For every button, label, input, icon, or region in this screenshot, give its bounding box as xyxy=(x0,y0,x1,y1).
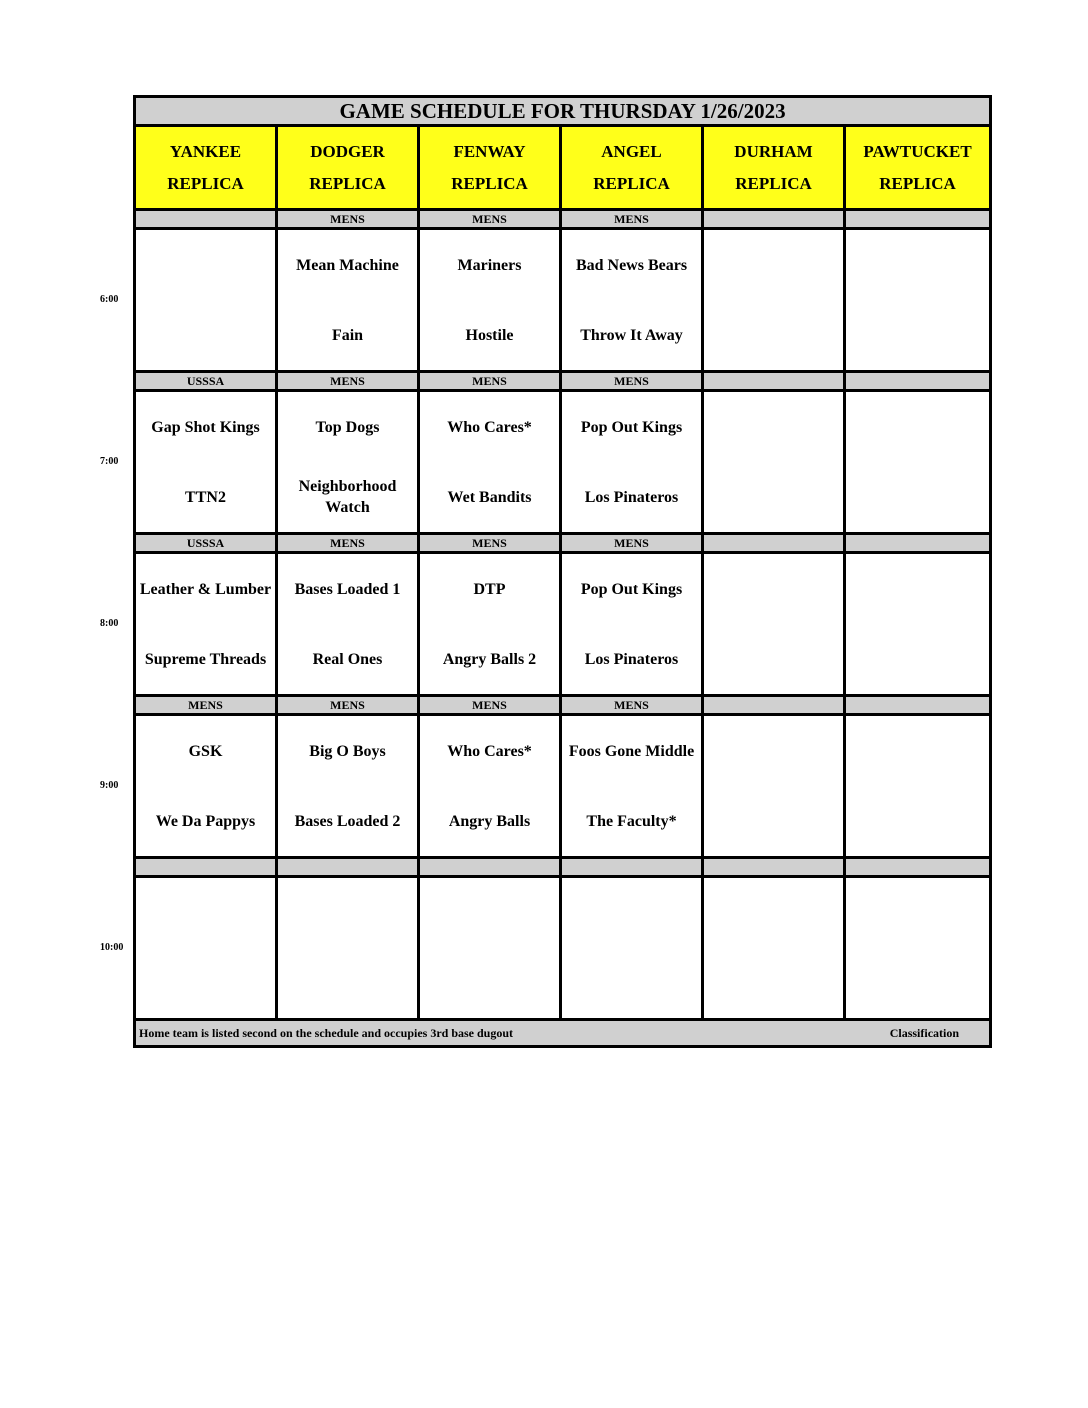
field-name: FENWAY xyxy=(453,141,526,161)
home-team xyxy=(704,303,843,367)
classification-row xyxy=(135,858,991,877)
game-cell xyxy=(703,391,845,534)
home-team: Wet Bandits xyxy=(447,488,532,506)
game-cell xyxy=(561,229,703,372)
field-subtitle: REPLICA xyxy=(167,173,244,193)
classification-cell: USSSA xyxy=(135,534,277,553)
away-team xyxy=(846,233,989,297)
game-cell xyxy=(419,553,561,696)
away-team: Gap Shot Kings xyxy=(151,418,260,436)
home-team xyxy=(704,789,843,853)
schedule-sheet xyxy=(133,95,989,1048)
game-cell xyxy=(561,715,703,858)
classification-cell: MENS xyxy=(419,534,561,553)
away-team: Mariners xyxy=(457,256,522,274)
field-name: ANGEL xyxy=(601,141,662,161)
game-cell xyxy=(561,391,703,534)
time-label: 8:00 xyxy=(100,618,119,629)
game-cell xyxy=(845,229,991,372)
footer-row xyxy=(135,1020,991,1047)
home-team xyxy=(704,627,843,691)
home-team: The Faculty* xyxy=(586,812,677,830)
classification-cell: MENS xyxy=(277,210,419,229)
classification-cell xyxy=(845,372,991,391)
classification-cell: MENS xyxy=(561,696,703,715)
away-team: Mean Machine xyxy=(296,256,399,274)
classification-cell: MENS xyxy=(419,372,561,391)
classification-cell: MENS xyxy=(277,372,419,391)
classification-cell xyxy=(277,858,419,877)
classification-cell xyxy=(135,858,277,877)
field-name: DODGER xyxy=(310,141,385,161)
home-team xyxy=(846,465,989,529)
classification-cell: MENS xyxy=(419,696,561,715)
game-cell xyxy=(277,391,419,534)
classification-row xyxy=(135,210,991,229)
home-team: Throw It Away xyxy=(580,326,683,344)
classification-cell xyxy=(561,858,703,877)
classification-cell xyxy=(703,696,845,715)
footer-cell xyxy=(135,1020,991,1047)
home-team xyxy=(846,951,989,1015)
classification-row xyxy=(135,534,991,553)
home-team xyxy=(420,951,559,1015)
home-team: Los Pinateros xyxy=(584,488,679,506)
field-subtitle: REPLICA xyxy=(735,173,812,193)
field-subtitle: REPLICA xyxy=(879,173,956,193)
game-cell xyxy=(135,553,277,696)
game-cell xyxy=(277,553,419,696)
away-team: Bases Loaded 1 xyxy=(294,580,401,598)
classification-cell xyxy=(845,534,991,553)
classification-cell xyxy=(845,696,991,715)
classification-cell xyxy=(845,210,991,229)
classification-cell xyxy=(845,858,991,877)
home-team xyxy=(846,627,989,691)
time-label: 9:00 xyxy=(100,780,119,791)
game-cell xyxy=(703,553,845,696)
game-cell xyxy=(135,391,277,534)
classification-label: Classification xyxy=(889,1025,960,1040)
home-team: TTN2 xyxy=(185,488,226,506)
classification-cell xyxy=(703,858,845,877)
field-header xyxy=(845,126,991,210)
classification-cell: MENS xyxy=(561,210,703,229)
time-label: 7:00 xyxy=(100,456,119,467)
game-cell xyxy=(277,877,419,1020)
home-team: Hostile xyxy=(465,326,514,344)
away-team xyxy=(846,395,989,459)
away-team: Pop Out Kings xyxy=(580,580,683,598)
away-team xyxy=(704,557,843,621)
home-team xyxy=(704,465,843,529)
game-row xyxy=(135,553,991,696)
classification-row xyxy=(135,372,991,391)
home-team xyxy=(562,951,701,1015)
classification-row xyxy=(135,696,991,715)
home-team xyxy=(846,789,989,853)
home-team: Neighborhood Watch xyxy=(298,478,397,516)
game-cell xyxy=(419,229,561,372)
away-team: Big O Boys xyxy=(309,742,386,760)
home-team xyxy=(846,303,989,367)
classification-cell: MENS xyxy=(135,696,277,715)
classification-cell xyxy=(703,372,845,391)
away-team xyxy=(420,881,559,945)
away-team xyxy=(704,233,843,297)
field-subtitle: REPLICA xyxy=(451,173,528,193)
away-team: Leather & Lumber xyxy=(139,580,272,598)
away-team xyxy=(704,719,843,783)
game-cell xyxy=(703,877,845,1020)
field-name: PAWTUCKET xyxy=(863,141,972,161)
home-team: We Da Pappys xyxy=(155,812,256,830)
field-header xyxy=(703,126,845,210)
field-header xyxy=(561,126,703,210)
classification-cell xyxy=(135,210,277,229)
game-cell xyxy=(277,229,419,372)
game-row xyxy=(135,715,991,858)
classification-cell: MENS xyxy=(561,372,703,391)
home-team-note: Home team is listed second on the schedule and occupies 3rd base dugout xyxy=(139,1025,514,1040)
home-team xyxy=(136,303,275,367)
away-team xyxy=(846,557,989,621)
schedule-title: GAME SCHEDULE FOR THURSDAY 1/26/2023 xyxy=(135,97,991,126)
game-cell xyxy=(703,715,845,858)
field-name: YANKEE xyxy=(169,141,242,161)
game-cell xyxy=(561,877,703,1020)
game-row xyxy=(135,229,991,372)
footer-content xyxy=(136,1026,989,1041)
away-team xyxy=(846,881,989,945)
field-subtitle: REPLICA xyxy=(309,173,386,193)
game-cell xyxy=(845,553,991,696)
field-name: DURHAM xyxy=(734,141,813,161)
away-team xyxy=(704,881,843,945)
field-subtitle: REPLICA xyxy=(593,173,670,193)
home-team: Real Ones xyxy=(312,650,383,668)
classification-cell: USSSA xyxy=(135,372,277,391)
classification-cell: MENS xyxy=(419,210,561,229)
away-team: Bad News Bears xyxy=(575,256,688,274)
game-cell xyxy=(135,229,277,372)
home-team: Fain xyxy=(331,326,364,344)
away-team: GSK xyxy=(188,742,223,760)
home-team xyxy=(704,951,843,1015)
game-cell xyxy=(845,715,991,858)
game-cell xyxy=(561,553,703,696)
game-cell xyxy=(419,877,561,1020)
home-team xyxy=(278,951,417,1015)
game-cell xyxy=(277,715,419,858)
away-team: Foos Gone Middle xyxy=(568,742,695,760)
game-cell xyxy=(845,391,991,534)
classification-cell xyxy=(419,858,561,877)
time-label: 6:00 xyxy=(100,294,119,305)
field-header xyxy=(277,126,419,210)
away-team xyxy=(562,881,701,945)
home-team: Angry Balls xyxy=(448,812,531,830)
home-team: Supreme Threads xyxy=(144,650,267,668)
home-team: Los Pinateros xyxy=(584,650,679,668)
game-cell xyxy=(703,229,845,372)
away-team xyxy=(136,233,275,297)
game-cell xyxy=(419,715,561,858)
away-team xyxy=(278,881,417,945)
field-header xyxy=(419,126,561,210)
home-team xyxy=(136,951,275,1015)
away-team: Who Cares* xyxy=(447,742,532,760)
classification-cell xyxy=(703,210,845,229)
away-team: Top Dogs xyxy=(315,418,380,436)
game-cell xyxy=(419,391,561,534)
away-team xyxy=(704,395,843,459)
classification-cell: MENS xyxy=(277,534,419,553)
time-label: 10:00 xyxy=(100,942,124,953)
game-cell xyxy=(135,877,277,1020)
away-team: Who Cares* xyxy=(447,418,532,436)
classification-cell xyxy=(703,534,845,553)
away-team: DTP xyxy=(473,580,506,598)
away-team: Pop Out Kings xyxy=(580,418,683,436)
field-header xyxy=(135,126,277,210)
schedule-table xyxy=(133,95,992,1048)
home-team: Angry Balls 2 xyxy=(442,650,537,668)
home-team: Bases Loaded 2 xyxy=(294,812,401,830)
classification-cell: MENS xyxy=(561,534,703,553)
field-header-row xyxy=(135,126,991,210)
game-row xyxy=(135,391,991,534)
game-row xyxy=(135,877,991,1020)
game-cell xyxy=(845,877,991,1020)
away-team xyxy=(136,881,275,945)
away-team xyxy=(846,719,989,783)
game-cell xyxy=(135,715,277,858)
classification-cell: MENS xyxy=(277,696,419,715)
